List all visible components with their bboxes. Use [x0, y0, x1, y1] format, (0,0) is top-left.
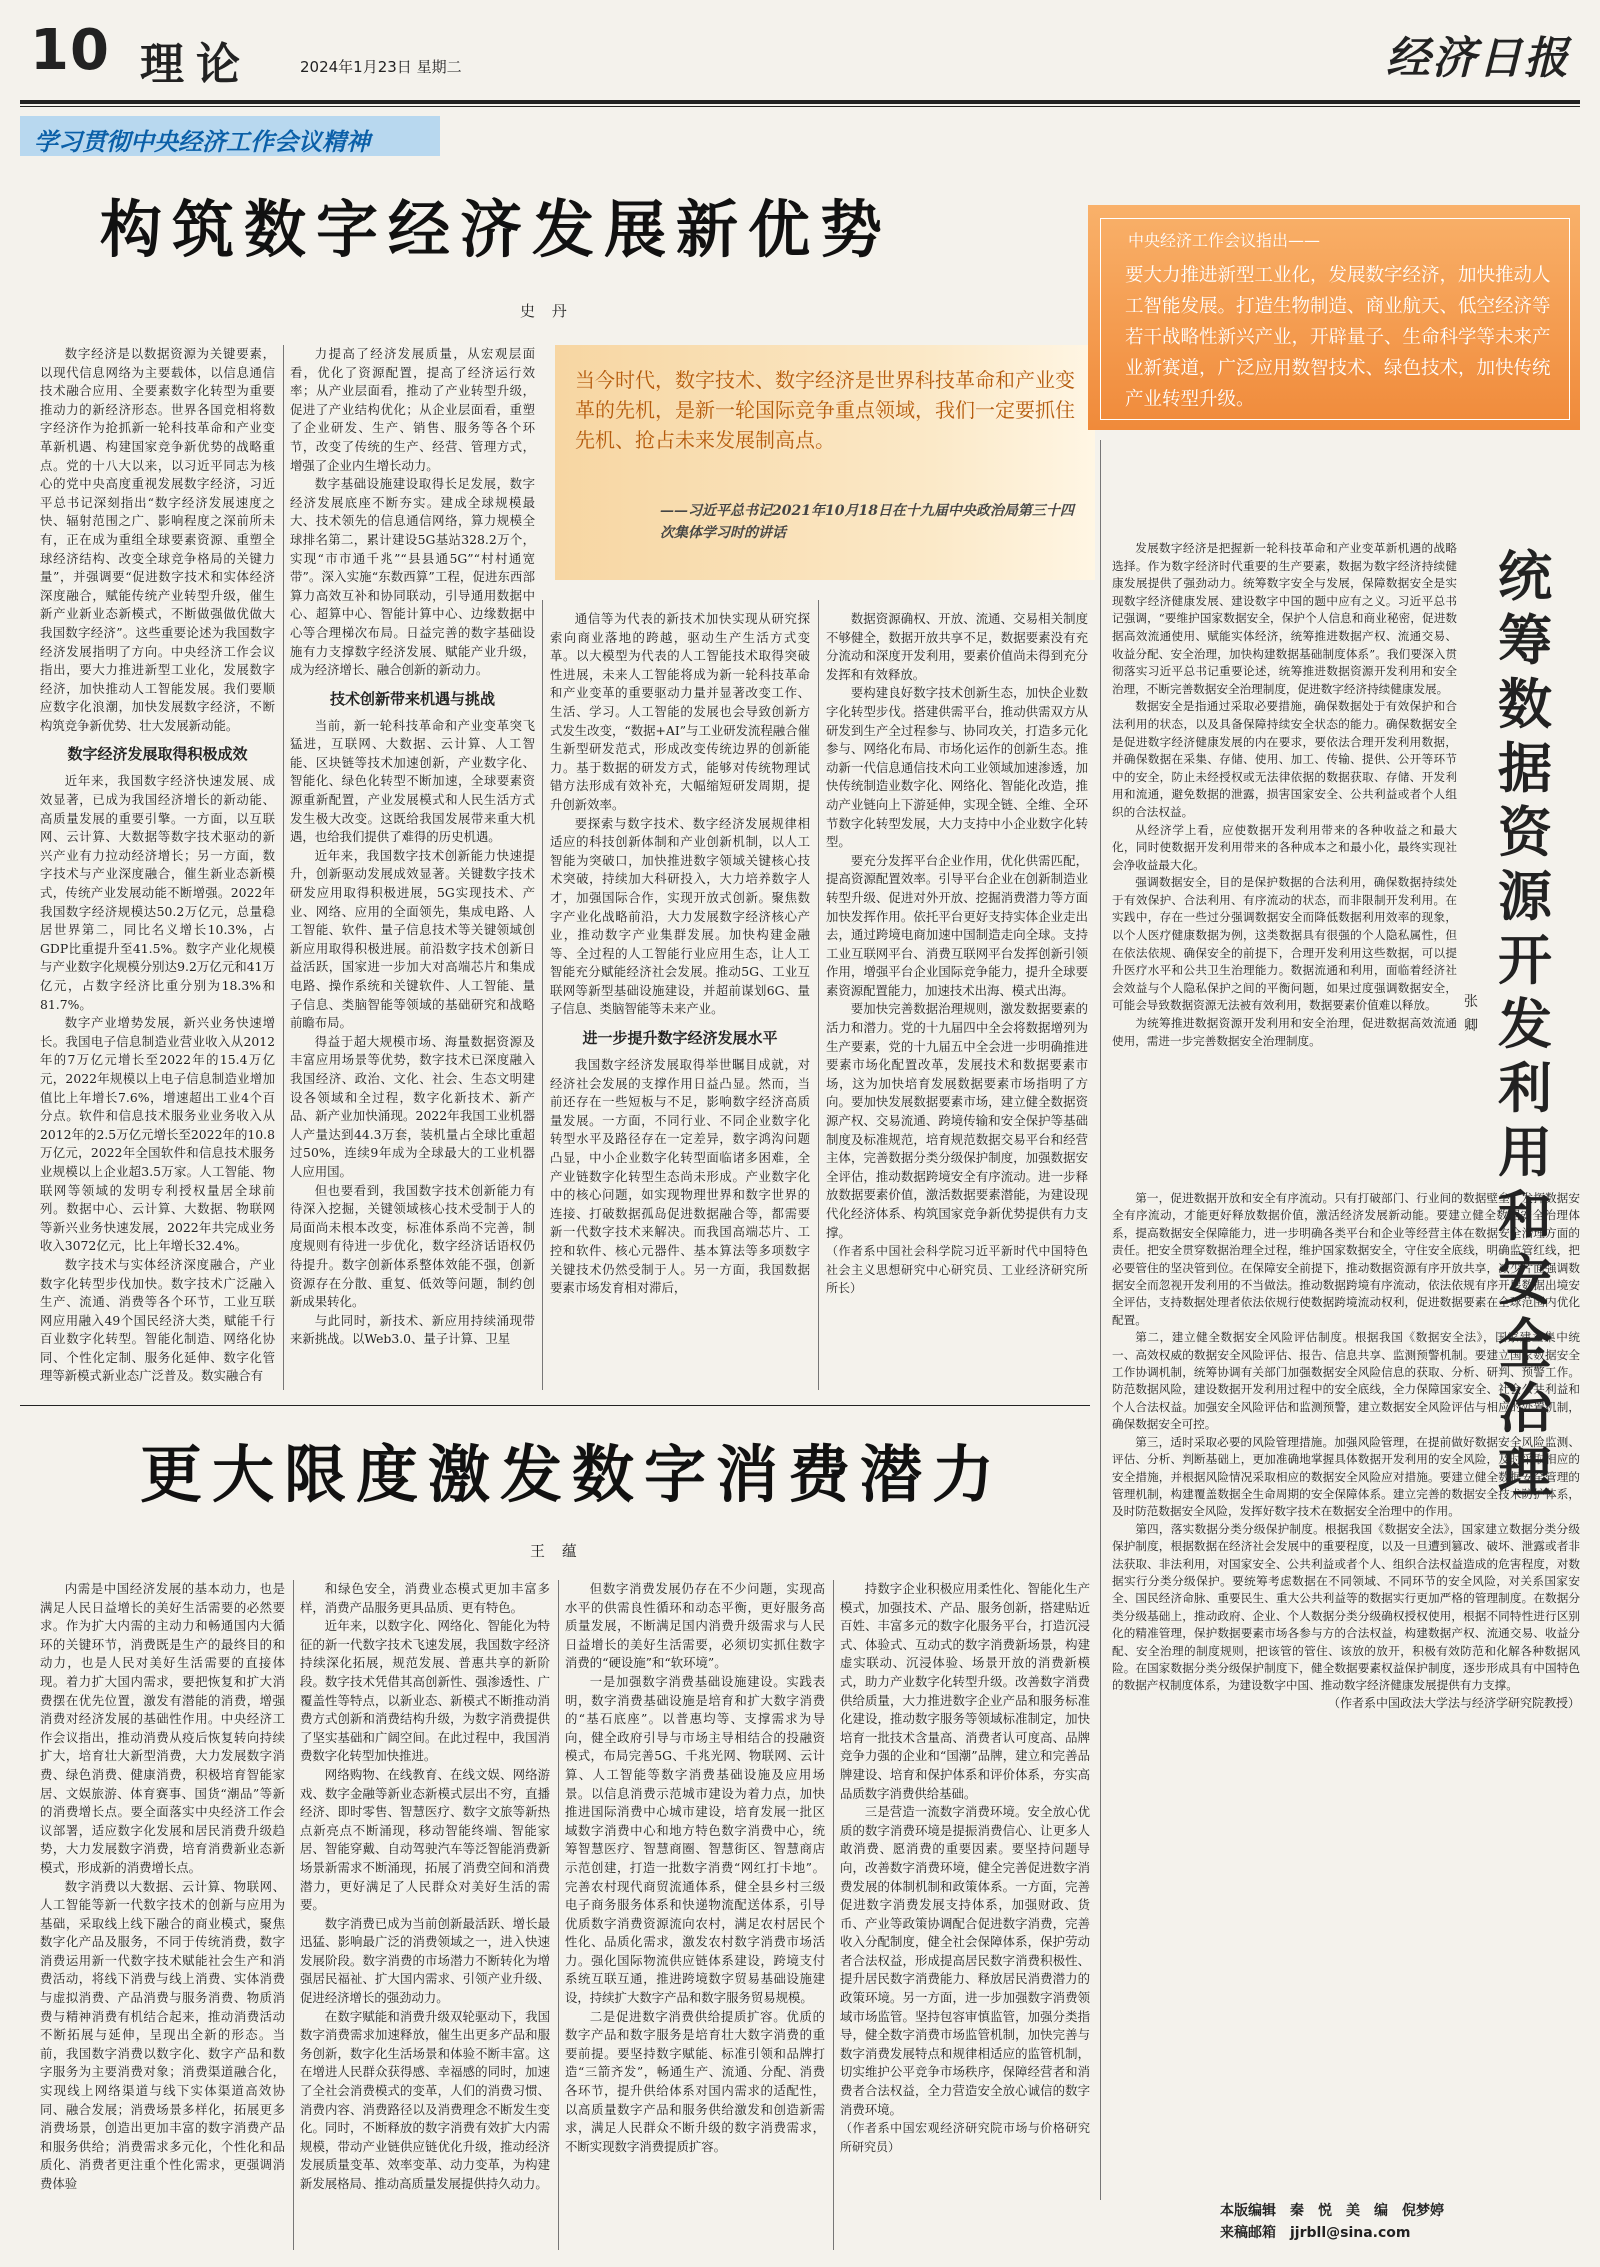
article1-subheading-1: 数字经济发展取得积极成效 — [67, 745, 248, 764]
paragraph: 内需是中国经济发展的基本动力，也是满足人民日益增长的美好生活需要的必然要求。作为扩大内需的主动力和畅通国内大循环的关键环节，消费既是生产的最终目的和动力，也是人民对美好生活需要的直接体现。着力扩大国内需求，要把恢复和扩大消费摆在优先位置，激发有潜能的消费，增强消费对经济发展的基础性作用。中央经济工作会议指出，推动消费从疫后恢复转向持续扩大，培育壮大新型消费，大力发展数字消费、绿色消费、健康消费，积极培育智能家居、文娱旅游、体育赛事、国货“潮品”等新的消费增长点。要全面落实中央经济工作会议部署，适应数字化发展和居民消费升级趋势，大力发展数字消费，培育消费新业态新模式，形成新的消费增长点。 — [40, 1581, 285, 1875]
page-number: 10 — [30, 18, 110, 83]
paragraph: 在数字赋能和消费升级双轮驱动下，我国数字消费需求加速释放，催生出更多产品和服务创新，数字化生活场景和体验不断丰富。这在增进人民群众获得感、幸福感的同时，加速了全社会消费模式的变革，人们的消费习惯、消费内容、消费路径以及消费理念不断发生变化。同时，不断释放的数字消费有效扩大内需规模，带动产业链供应链优化升级，推动经济发展质量变革、效率变革、动力变革，为构建新发展格局、推动高质量发展提供持久动力。 — [300, 2008, 550, 2191]
paragraph: 数字基础设施建设取得长足发展，数字经济发展底座不断夯实。建成全球规模最大、技术领先的信息通信网络，算力规模全球排名第二，累计建设5G基站328.2万个，实现“市市通千兆”“县县通5G”“村村通宽带”。深入实施“东数西算”工程，促进东西部算力高效互补和协同联动，引导通用数据中心、超算中心、智能计算中心、边缘数据中心等合理梯次布局。日益完善的数字基础设施有力支撑数字经济发展、赋能产业升级，成为经济增长、融合创新的新动力。 — [290, 476, 535, 678]
paragraph: 第二，建立健全数据安全风险评估制度。根据我国《数据安全法》，国家建立集中统一、高效权威的数据安全风险评估、报告、信息共享、监测预警机制。要建立国家数据安全工作协调机制，统筹协调有关部门加强数据安全风险信息的获取、分析、研判、预警工作。防范数据风险，建设数据开发利用过程中的安全底线，全力保障国家安全、社会公共利益和个人合法权益。加强安全风险评估和监测预警，建立数据安全风险评估与相应的处置机制，确保数据安全可控。 — [1112, 1330, 1580, 1432]
paragraph: 得益于超大规模市场、海量数据资源及丰富应用场景等优势，数字技术已深度融入我国经济、政治、文化、社会、生态文明建设各领域和全过程，数字化新技术、新产品、新产业加快涌现。2022年我国工业机器人产量达到44.3万套，装机量占全球比重超过50%，连续9年成为全球最大的工业机器人应用国。 — [290, 1033, 535, 1179]
header-rule — [20, 100, 1580, 104]
paragraph: 数字技术与实体经济深度融合，产业数字化转型步伐加快。数字技术广泛融入生产、流通、消费等各个环节，工业互联网应用融入49个国民经济大类，赋能千行百业数字化转型。智能化制造、网络化协同、个性化定制、服务化延伸、数字化管理等新模式新业态广泛普及。数实融合有 — [40, 1256, 275, 1384]
paragraph: 强调数据安全，目的是保护数据的合法利用，确保数据持续处于有效保护、合法利用、有序流动的状态，而非限制开发利用。在实践中，存在一些过分强调数据安全而降低数据利用效率的现象，以个人医疗健康数据为例，这类数据具有很强的个人隐私属性，但在依法依规、确保安全的前提下，合理开发利用这些数据，可以提升医疗水平和公共卫生治理能力。数据流通和利用，面临着经济社会效益与个人隐私保护之间的平衡问题，如果过度强调数据安全，可能会导致数据资源无法被有效利用，数据要素价值难以释放。 — [1112, 875, 1457, 1013]
masthead-logo: 经济日报 — [1386, 33, 1570, 84]
article1-author-note: （作者系中国社会科学院习近平新时代中国特色社会主义思想研究中心研究员、工业经济研究所所长） — [826, 1244, 1088, 1296]
article3-title: 统筹数据资源开发利用和安全治理 — [1498, 545, 1552, 1504]
guideline-heading: 中央经济工作会议指出—— — [1128, 231, 1321, 250]
guideline-text: 要大力推进新型工业化，发展数字经济，加快推动人工智能发展。打造生物制造、商业航天、低空经济等若干战略性新兴产业，开辟量子、生命科学等未来产业新赛道，广泛应用数智技术、绿色技术，加快传统产业转型升级。 — [1125, 265, 1551, 410]
article-divider — [20, 1405, 1090, 1406]
paragraph: 三是营造一流数字消费环境。安全放心优质的数字消费环境是提振消费信心、让更多人敢消费、愿消费的重要因素。要坚持问题导向，改善数字消费环境，健全完善促进数字消费发展的体制机制和政策体系。一方面，完善促进数字消费发展支持体系，加强财政、货币、产业等政策协调配合促进数字消费，完善收入分配制度，健全社会保障体系，保护劳动者合法权益，形成提高居民数字消费积极性、提升居民数字消费能力、释放居民消费潜力的政策环境。另一方面，进一步加强数字消费领域市场监管。坚持包容审慎监管，加强分类指导，健全数字消费市场监管机制，加快完善与数字消费发展特点和规律相适应的监管机制，切实维护公平竞争市场秩序，保障经营者和消费者合法权益，全力营造安全放心诚信的数字消费环境。 — [840, 1804, 1090, 2117]
article2-text — [40, 1580, 285, 2194]
paragraph: 数据安全是指通过采取必要措施，确保数据处于有效保护和合法利用的状态，以及具备保障持续安全状态的能力。确保数据安全是促进数字经济健康发展的内在要求，要依法合理开发利用数据，并确保数据在采集、存储、使用、加工、传输、提供、公开等环节中的安全，防止未经授权或无法律依据的数据获取、存储、开发利用和流通，避免数据的泄露，损害国家安全、公共利益或者个人组织的合法权益。 — [1112, 699, 1457, 819]
article1-title: 构筑数字经济发展新优势 — [100, 193, 893, 266]
article1-column-3 — [550, 610, 810, 1390]
column-divider — [818, 600, 819, 1390]
column-band-label: 学习贯彻中央经济工作会议精神 — [34, 128, 370, 156]
paragraph: 网络购物、在线教育、在线文娱、网络游戏、数字金融等新业态新模式层出不穷，直播经济、即时零售、智慧医疗、数字文旅等新热点新亮点不断涌现，移动智能终端、智能家居、智能穿戴、自动驾驶汽车等泛智能消费新场景新需求不断涌现，拓展了消费空间和消费潜力，更好满足了人民群众对美好生活的需要。 — [300, 1766, 550, 1913]
paragraph: 我国数字经济发展取得举世瞩目成就，对经济社会发展的支撑作用日益凸显。然而，当前还存在一些短板与不足，影响数字经济高质量发展。一方面，不同行业、不同企业数字化转型水平及路径存在一定差异，数字鸿沟问题凸显，中小企业数字化转型面临诸多困难，全产业链数字化转型生态尚未形成。产业数字化中的核心问题，如实现物理世界和数字世界的连接、打破数据孤岛促进数据融合等，都需要新一代数字技术来解决。而我国高端芯片、工控和软件、核心元器件、基本算法等多项数字关键技术仍然受制于人。另一方面，我国数据要素市场发育相对滞后， — [550, 1057, 810, 1296]
paragraph: 第四，落实数据分类分级保护制度。根据我国《数据安全法》，国家建立数据分类分级保护制度，根据数据在经济社会发展中的重要程度，以及一旦遭到篡改、破坏、泄露或者非法获取、非法利用，对国家安全、公共利益或者个人、组织合法权益造成的危害程度，对数据实行分类分级保护。要统筹考虑数据在不同领域、不同环节的安全风险，对关系国家安全、国民经济命脉、重要民生、重大公共利益等的数据实行更加严格的管理制度。在数据分类分级基础上，推动政府、企业、个人数据分类分级确权授权使用，根据不同特性进行区别化的精准管理，保护数据要素市场各参与方的合法权益，构建数据产权、流通交易、收益分配、安全治理的制度规则，把该管的管住、该放的放开，积极有效防范和化解各种数据风险。在国家数据分类分级保护制度下，健全数据要素权益保护制度，逐步形成具有中国特色的数据产权制度体系，为建设数字中国、推动数字经济健康发展提供有力支撑。 — [1112, 1521, 1580, 1693]
paragraph: 通信等为代表的新技术加快实现从研究探索向商业落地的跨越，驱动生产生活方式变革。以大模型为代表的人工智能技术取得突破性进展，未来人工智能将成为新一轮科技革命和产业变革的重要驱动力量并显著改变工作、生活、学习。人工智能的发展也会导致创新方式发生改变，“数据+AI”与工业研发流程融合催生新型研发范式，形成改变传统边界的创新能力。基于数据的研发方式，能够对传统物理试错方法形成有效补充，大幅缩短研发周期，提升创新效率。 — [550, 611, 810, 812]
paragraph: 为统筹推进数据资源开发利用和安全治理，促进数据高效流通使用，需进一步完善数据安全治理制度。 — [1112, 1016, 1457, 1048]
article1-text — [550, 610, 810, 1019]
paragraph: 当前，新一轮科技革命和产业变革突飞猛进，互联网、大数据、云计算、人工智能、区块链等技术加速创新，产业数字化、智能化、绿色化转型不断加速，全球要素资源重新配置，产业发展模式和人民生活方式发生极大改变。这既给我国发展带来重大机遇，也给我们提供了难得的历史机遇。 — [290, 717, 535, 845]
article2-column-2 — [300, 1580, 550, 2250]
article-divider — [1100, 440, 1101, 2200]
editor-names: 本版编辑 秦 悦 美 编 倪梦婷 — [1220, 2203, 1444, 2219]
paragraph: 要加快完善数据治理规则，激发数据要素的活力和潜力。党的十九届四中全会将数据增列为生产要素，党的十九届五中全会进一步明确推进要素市场化配置改革，发展技术和数据要素市场，这为加快培育发展数据要素市场指明了方向。要加快发展数据要素市场，建立健全数据资源产权、交易流通、跨境传输和安全保护等基础制度及标准规范，培育规范数据交易平台和经营主体，完善数据分类分级保护制度，加强数据安全评估，推动数据跨境安全有序流动。进一步释放数据要素价值，激活数据要素潜能，为建设现代化经济体系、构筑国家竞争新优势提供有力支撑。 — [826, 1001, 1088, 1240]
paragraph: 但也要看到，我国数字技术创新能力有待深入挖掘，关键领域核心技术受制于人的局面尚未根本改变，标准体系尚不完善，制度规则有待进一步优化，数字经济话语权仍待提升。数字创新体系整体效能不强，创新资源存在分散、重复、低效等问题，制约创新成果转化。 — [290, 1182, 535, 1310]
article3-text — [1112, 1190, 1580, 1695]
paragraph: 但数字消费发展仍存在不少问题，实现高水平的供需良性循环和动态平衡，更好服务高质量发展，不断满足国内消费升级需求与人民日益增长的美好生活需要，必须切实抓住数字消费的“硬设施”和“软环境”。 — [565, 1581, 825, 1671]
article2-author-note: （作者系中国宏观经济研究院市场与价格研究所研究员） — [840, 2121, 1090, 2154]
paragraph: 发展数字经济是把握新一轮科技革命和产业变革新机遇的战略选择。作为数字经济时代重要的生产要素，数据为数字经济持续健康发展提供了强劲动力。统筹数字安全与发展，保障数据安全是实现数字经济健康发展、建设数字中国的题中应有之义。习近平总书记强调，“要维护国家数据安全，保护个人信息和商业秘密，促进数据高效流通使用、赋能实体经济，统筹推进数据产权、流通交易、收益分配、安全治理，加快构建数据基础制度体系”。我们要深入贯彻落实习近平总书记重要论述，统筹推进数据资源开发利用和安全治理，不断完善数据安全治理制度，促进数字经济持续健康发展。 — [1112, 541, 1457, 696]
article2-text — [300, 1580, 550, 2194]
article2-column-1 — [40, 1580, 285, 2250]
paragraph: 二是促进数字消费供给提质扩容。优质的数字产品和数字服务是培育壮大数字消费的重要前提。要坚持数字赋能、标准引领和品牌打造“三箭齐发”，畅通生产、流通、分配、消费各环节，提升供给体系对国内需求的适配性，以高质量数字产品和服务供给激发和创造新需求，满足人民群众不断升级的数字消费需求，不断实现数字消费提质扩容。 — [565, 2008, 825, 2154]
paragraph: 第一，促进数据开放和安全有序流动。只有打破部门、行业间的数据壁垒，发挥数据安全有序流动，才能更好释放数据价值，激活经济发展新动能。要建立健全数据安全治理体系，提高数据安全保障能力，进一步明确各类平台和企业等经营主体在数据安全治理方面的责任。把安全贯穿数据治理全过程，维护国家数据安全，守住安全底线，明确监管红线，把必要管住的坚决管到位。在保障安全前提下，推动数据资源有序开放共享，减少片面强调数据安全而忽视开发利用的不当做法。推动数据跨境有序流动，依法依规有序开展数据出境安全评估，支持数据处理者依法依规行使数据跨境流动权利，促进数据要素在全球范围内优化配置。 — [1112, 1191, 1580, 1327]
article2-column-3 — [565, 1580, 825, 2250]
paragraph: 数据资源确权、开放、流通、交易相关制度不够健全，数据开放共享不足，数据要素没有充分流动和深度开发利用，要素价值尚未得到充分发挥和有效释放。 — [826, 611, 1088, 682]
paragraph: 近年来，我国数字技术创新能力快速提升，创新驱动发展成效显著。关键数字技术研发应用取得积极进展，5G实现技术、产业、网络、应用的全面领先，集成电路、人工智能、软件、量子信息技术等关键领域创新应用取得积极进展。前沿数字技术创新日益活跃，国家进一步加大对高端芯片和集成电路、操作系统和关键软件、人工智能、量子信息、类脑智能等领域的基础研究和战略前瞻布局。 — [290, 847, 535, 1031]
section-title: 理论 — [140, 39, 252, 90]
article2-author: 王 蕴 — [530, 1542, 583, 1560]
article1-text — [290, 717, 535, 1349]
column-divider — [833, 1580, 834, 2250]
paragraph: 要探索与数字技术、数字经济发展规律相适应的科技创新体制和产业创新机制，以人工智能为突破口，加快推进数字领域关键核心技术突破，持续加大科研投入，大力培养数字人才，加强国际合作，实现开放式创新。聚焦数字产业化战略前沿，大力发展数字经济核心产业，推动数字产业集群发展。加快构建金融等、全过程的人工智能行业应用生态，让人工智能充分赋能经济社会发展。推动5G、工业互联网等新型基础设施建设，并超前谋划6G、量子信息、类脑智能等未来产业。 — [550, 815, 810, 1017]
article3-column-1 — [1112, 540, 1457, 1180]
article2-text — [565, 1580, 825, 2156]
article2-text — [840, 1580, 1090, 2119]
column-divider — [558, 1580, 559, 2250]
article1-subheading-2: 技术创新带来机遇与挑战 — [329, 689, 495, 708]
article3-author-note: （作者系中国政法大学法与经济学研究院教授） — [1327, 1695, 1580, 1710]
paragraph: 数字消费已成为当前创新最活跃、增长最迅猛、影响最广泛的消费领域之一，进入快速发展阶段。数字消费的市场潜力不断转化为增强居民福祉、扩大国内需求、引领产业升级、促进经济增长的强劲动力。 — [300, 1915, 550, 2006]
article1-subheading-3: 进一步提升数字经济发展水平 — [582, 1029, 778, 1048]
quote-source: ——习近平总书记2021年10月18日在十九届中央政治局第三十四次集体学习时的讲话 — [660, 503, 1074, 541]
paragraph: 力提高了经济发展质量，从宏观层面看，优化了资源配置，提高了经济运行效率；从产业层面看，推动了产业转型升级，促进了产业结构优化；从企业层面看，重塑了企业研发、生产、销售、服务等各个环节，改变了传统的生产、经营、管理方式，增强了企业内生增长动力。 — [290, 346, 535, 473]
article1-column-4 — [826, 610, 1088, 1390]
article1-author: 史 丹 — [520, 302, 573, 320]
submission-email: 来稿邮箱 jjrbll@sina.com — [1220, 2225, 1411, 2241]
article2-column-4 — [840, 1580, 1090, 2250]
paragraph: 和绿色安全，消费业态模式更加丰富多样，消费产品服务更具品质、更有特色。 — [300, 1581, 550, 1615]
paragraph: 一是加强数字消费基础设施建设。实践表明，数字消费基础设施是培育和扩大数字消费的“基石底座”。以普惠均等、支撑需求为导向，健全政府引导与市场主导相结合的投融资模式，布局完善5G、千兆光网、物联网、云计算、人工智能等数字消费基础设施及应用场景。以信息消费示范城市建设为着力点，加快推进国际消费中心城市建设，培育发展一批区域数字消费中心和地方特色数字消费中心，统筹智慧医疗、智慧商圈、智慧街区、智慧商店示范创建，打造一批数字消费“网红打卡地”。完善农村现代商贸流通体系，健全县乡村三级电子商务服务体系和快递物流配送体系，引导优质数字消费资源流向农村，满足农村居民个性化、品质化需求，激发农村数字消费市场活力。强化国际物流供应链体系建设，跨境支付系统互联互通，推进跨境数字贸易基础设施建设，持续扩大数字产品和数字服务贸易规模。 — [565, 1673, 825, 2006]
article2-title: 更大限度激发数字消费潜力 — [140, 1438, 1005, 1511]
article1-text: 数字经济是以数据资源为关键要素，以现代信息网络为主要载体，以信息通信技术融合应用、全要素数字化转型为重要推动力的新经济形态。世界各国竞相将数字经济作为抢抓新一轮科技革命和产业变革新机遇、构建国家竞争新优势的战略重点。党的十八大以来，以习近平同志为核心的党中央高度重视发展数字经济，习近平总书记深刻指出“数字经济发展速度之快、辐射范围之广、影响程度之深前所未有，正在成为重组全球要素资源、重塑全球经济结构、改变全球竞争格局的关键力量”，并强调要“促进数字技术和实体经济深度融合，赋能传统产业转型升级，催生新产业新业态新模式，不断做强做优做大我国数字经济”。这些重要论述为我国数字经济发展指明了方向。中央经济工作会议指出，要大力推进新型工业化，发展数字经济，加快推动人工智能发展。我们要顺应数字化浪潮，加快发展数字经济，不断构筑竞争新优势、壮大发展新动能。 — [40, 346, 275, 733]
issue-date: 2024年1月23日 星期二 — [300, 58, 462, 76]
paragraph: 近年来，以数字化、网络化、智能化为特征的新一代数字技术飞速发展，我国数字经济持续深化拓展，规范发展、普惠共享的新阶段。数字技术凭借其高创新性、强渗透性、广覆盖性等特点，以新业态、新模式不断推动消费方式创新和消费结构升级，为数字消费提供了坚实基础和广阔空间。在此过程中，我国消费数字化转型加快推进。 — [300, 1618, 550, 1764]
article1-column-1 — [40, 345, 275, 1390]
article3-author: 张 卿 — [1464, 994, 1478, 1034]
paragraph: 要充分发挥平台企业作用，优化供需匹配，提高资源配置效率。引导平台企业在创新制造业转型升级、促进对外开放、挖掘消费潜力等方面加快发挥作用。依托平台更好支持实体企业走出去，通过跨境电商加速中国制造走向全球。支持工业互联网平台、消费互联网平台发挥创新引领作用，增强平台企业国际竞争能力，提升全球要素资源配置能力，加速技术出海、模式出海。 — [826, 852, 1088, 998]
paragraph: 数字产业增势发展，新兴业务快速增长。我国电子信息制造业营业收入从2012年的7万亿元增长至2022年的15.4万亿元，2022年规模以上电子信息制造业增加值比上年增长7.6%，增速超出工业4个百分点。软件和信息技术服务业业务收入从2012年的2.5万亿元增长至2022年的10.8万亿元，2022年全国软件和信息技术服务业规模以上企业超3.5万家。人工智能、物联网等领域的发明专利授权量居全球前列。数据中心、云计算、大数据、物联网等新兴业务快速发展，2022年共完成业务收入3072亿元，比上年增长32.4%。 — [40, 1015, 275, 1254]
paragraph: 近年来，我国数字经济快速发展、成效显著，已成为我国经济增长的新动能、高质量发展的重要引擎。一方面，以互联网、云计算、大数据等数字技术驱动的新兴产业有力拉动经济增长；另一方面，数字技术与产业深度融合，催生新业态新模式，传统产业发展动能不断增强。2022年我国数字经济规模达50.2万亿元，总量稳居世界第二，同比名义增长10.3%，占GDP比重提升至41.5%。数字产业化规模与产业数字化规模分别达9.2万亿元和41万亿元，占数字经济比重分别为18.3%和81.7%。 — [40, 773, 275, 1012]
paragraph: 与此同时，新技术、新应用持续涌现带来新挑战。以Web3.0、量子计算、卫星 — [290, 1312, 535, 1347]
header-rule-thin — [20, 106, 1580, 107]
column-divider — [293, 1580, 294, 2250]
article1-column-2 — [290, 345, 535, 1390]
article1-text — [826, 610, 1088, 1242]
article1-text — [290, 345, 535, 680]
column-divider — [283, 345, 284, 1390]
editor-credits — [1220, 2200, 1580, 2244]
paragraph: 要构建良好数字技术创新生态，加快企业数字化转型步伐。搭建供需平台，推动供需双方从研发到生产全过程参与、协同攻关，打造多元化参与、网络化布局、市场化运作的创新生态。推动新一代信息通信技术向工业领域加速渗透，加快传统制造业数字化、网络化、智能化改造，推动产业链向上下游延伸，实现全链、全维、全环节数字化转型发展，大力支持中小企业数字化转型。 — [826, 685, 1088, 850]
paragraph: 从经济学上看，应使数据开发利用带来的各种收益之和最大化，同时使数据开发利用带来的各种成本之和最小化，最终实现社会净收益最大化。 — [1112, 822, 1457, 872]
column-divider — [542, 600, 543, 1390]
quote-text: 当今时代，数字技术、数字经济是世界科技革命和产业变革的先机，是新一轮国际竞争重点领域，我们一定要抓住先机、抢占未来发展制高点。 — [575, 368, 1075, 452]
paragraph: 数字消费以大数据、云计算、物联网、人工智能等新一代数字技术的创新与应用为基础，采取线上线下融合的商业模式，聚焦数字化产品及服务，不同于传统消费，数字消费运用新一代数字技术赋能社会生产和消费活动，将线下消费与线上消费、实体消费与虚拟消费、产品消费与服务消费、物质消费与精神消费有机结合起来，推动消费活动不断拓展与延伸，呈现出全新的形态。当前，我国数字消费以数字化、数字产品和数字服务为主要消费对象；消费渠道融合化，实现线上网络渠道与线下实体渠道高效协同、融合发展；消费场景多样化，拓展更多消费场景，创造出更加丰富的数字消费产品和服务供给；消费需求多元化，个性化和品质化、消费者更注重个性化需求，更强调消费体验 — [40, 1878, 285, 2191]
article3-column-2 — [1112, 1190, 1580, 2195]
paragraph: 持数字企业积极应用柔性化、智能化生产模式，加强技术、产品、服务创新，搭建贴近百姓、丰富多元的数字化服务平台，打造沉浸式、体验式、互动式的数字消费新场景，构建虚实联动、沉浸体验、场景开放的消费新模式，助力产业数字化转型升级。改善数字消费供给质量，大力推进数字企业产品和服务标准化建设，推动数字服务等领域标准制定，加快培育一批技术含量高、消费者认可度高、品牌竞争力强的企业和“国潮”品牌，建立和完善品牌建设、培育和保护体系和评价体系，夯实高品质数字消费供给基础。 — [840, 1581, 1090, 1801]
paragraph: 第三，适时采取必要的风险管理措施。加强风险管理，在提前做好数据安全风险监测、评估、分析、判断基础上，更加准确地掌握具体数据开发利用的安全风险，及时采取相应的安全措施，并根据风险情况采取相应的数据安全风险应对措施。要建立健全数据安全管理的管理机制，构建覆盖数据全生命周期的安全保障体系。建立完善的数据安全技术防护体系，及时防范数据安全风险，发挥好数字技术在数据安全治理中的作用。 — [1112, 1434, 1580, 1519]
article1-text — [40, 772, 275, 1386]
article3-text — [1112, 540, 1457, 1050]
article1-text — [550, 1056, 810, 1298]
